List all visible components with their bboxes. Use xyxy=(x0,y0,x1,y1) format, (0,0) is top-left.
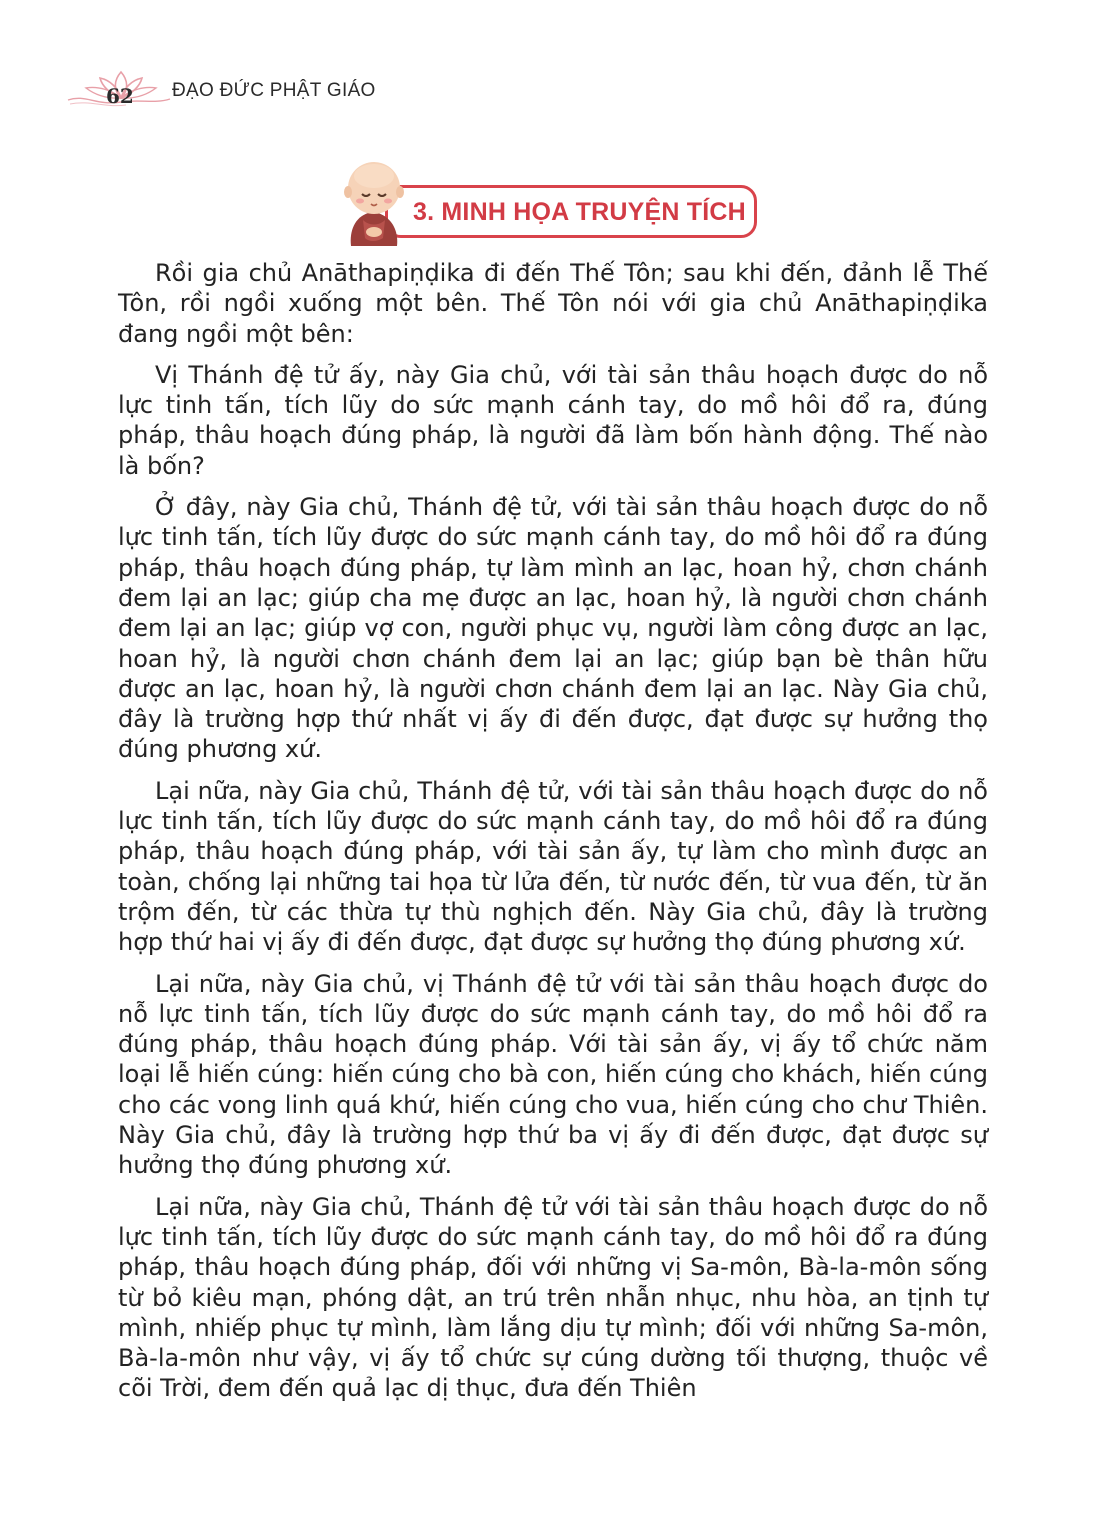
page-number: 62 xyxy=(106,84,134,108)
paragraph: Rồi gia chủ Anāthapiṇḍika đi đến Thế Tôn; sau khi đến, đảnh lễ Thế Tôn, rồi ngồi xuống một bên. Thế Tôn nói với gia chủ Anāthapiṇḍika đang ngồi một bên: xyxy=(118,259,988,348)
book-title: ĐẠO ĐỨC PHẬT GIÁO xyxy=(172,80,376,101)
story-body xyxy=(118,258,988,1415)
page-header xyxy=(66,66,486,112)
monk-icon xyxy=(333,154,423,254)
section-heading xyxy=(333,154,763,254)
paragraph: Lại nữa, này Gia chủ, Thánh đệ tử với tài sản thâu hoạch được do nỗ lực tinh tấn, tích lũy được do sức mạnh cánh tay, do mồ hôi đổ ra đúng pháp, thâu hoạch đúng pháp, đối với những vị Sa-môn, Bà-la-môn sống từ bỏ kiêu mạn, phóng dật, an trú trên nhẫn nhục, nhu hòa, an tịnh tự mình, nhiếp phục tự mình, làm lắng dịu tự mình; đối với những Sa-môn, Bà-la-môn như vậy, vị ấy tổ chức sự cúng dường tối thượng, thuộc về cõi Trời, đem đến quả lạc dị thục, đưa đến Thiên xyxy=(118,1192,988,1403)
paragraph: Lại nữa, này Gia chủ, Thánh đệ tử, với tài sản thâu hoạch được do nỗ lực tinh tấn, tích lũy được do sức mạnh cánh tay, do mồ hôi đổ ra đúng pháp, thâu hoạch đúng pháp, với tài sản ấy, tự làm cho mình được an toàn, chống lại những tai họa từ lửa đến, từ nước đến, từ vua đến, từ ăn trộm đến, từ các thừa tự thù nghịch đến. Này Gia chủ, đây là trường hợp thứ hai vị ấy đi đến được, đạt được sự hưởng thọ đúng phương xứ. xyxy=(118,776,988,957)
paragraph: Ở đây, này Gia chủ, Thánh đệ tử, với tài sản thâu hoạch được do nỗ lực tinh tấn, tích lũy được do sức mạnh cánh tay, do mồ hôi đổ ra đúng pháp, thâu hoạch đúng pháp, tự làm mình an lạc, hoan hỷ, chơn chánh đem lại an lạc; giúp cha mẹ được an lạc, hoan hỷ, là người chơn chánh đem lại an lạc; giúp vợ con, người phục vụ, người làm công được an lạc, hoan hỷ, là người chơn chánh đem lại an lạc; giúp bạn bè thân hữu được an lạc, hoan hỷ, là người chơn chánh đem lại an lạc. Này Gia chủ, đây là trường hợp thứ nhất vị ấy đi đến được, đạt được sự hưởng thọ đúng phương xứ. xyxy=(118,493,988,764)
section-title: 3. MINH HỌA TRUYỆN TÍCH xyxy=(413,198,746,226)
paragraph: Vị Thánh đệ tử ấy, này Gia chủ, với tài sản thâu hoạch được do nỗ lực tinh tấn, tích lũy do sức mạnh cánh tay, do mồ hôi đổ ra, đúng pháp, thâu hoạch đúng pháp, là người đã làm bốn hành động. Thế nào là bốn? xyxy=(118,360,988,480)
paragraph: Lại nữa, này Gia chủ, vị Thánh đệ tử với tài sản thâu hoạch được do nỗ lực tinh tấn, tích lũy được do sức mạnh cánh tay, do mồ hôi đổ ra đúng pháp, thâu hoạch đúng pháp. Với tài sản ấy, vị ấy tổ chức năm loại lễ hiến cúng: hiến cúng cho bà con, hiến cúng cho khách, hiến cúng cho các vong linh quá khứ, hiến cúng cho vua, hiến cúng cho chư Thiên. Này Gia chủ, đây là trường hợp thứ ba vị ấy đi đến được, đạt được sự hưởng thọ đúng phương xứ. xyxy=(118,969,988,1180)
